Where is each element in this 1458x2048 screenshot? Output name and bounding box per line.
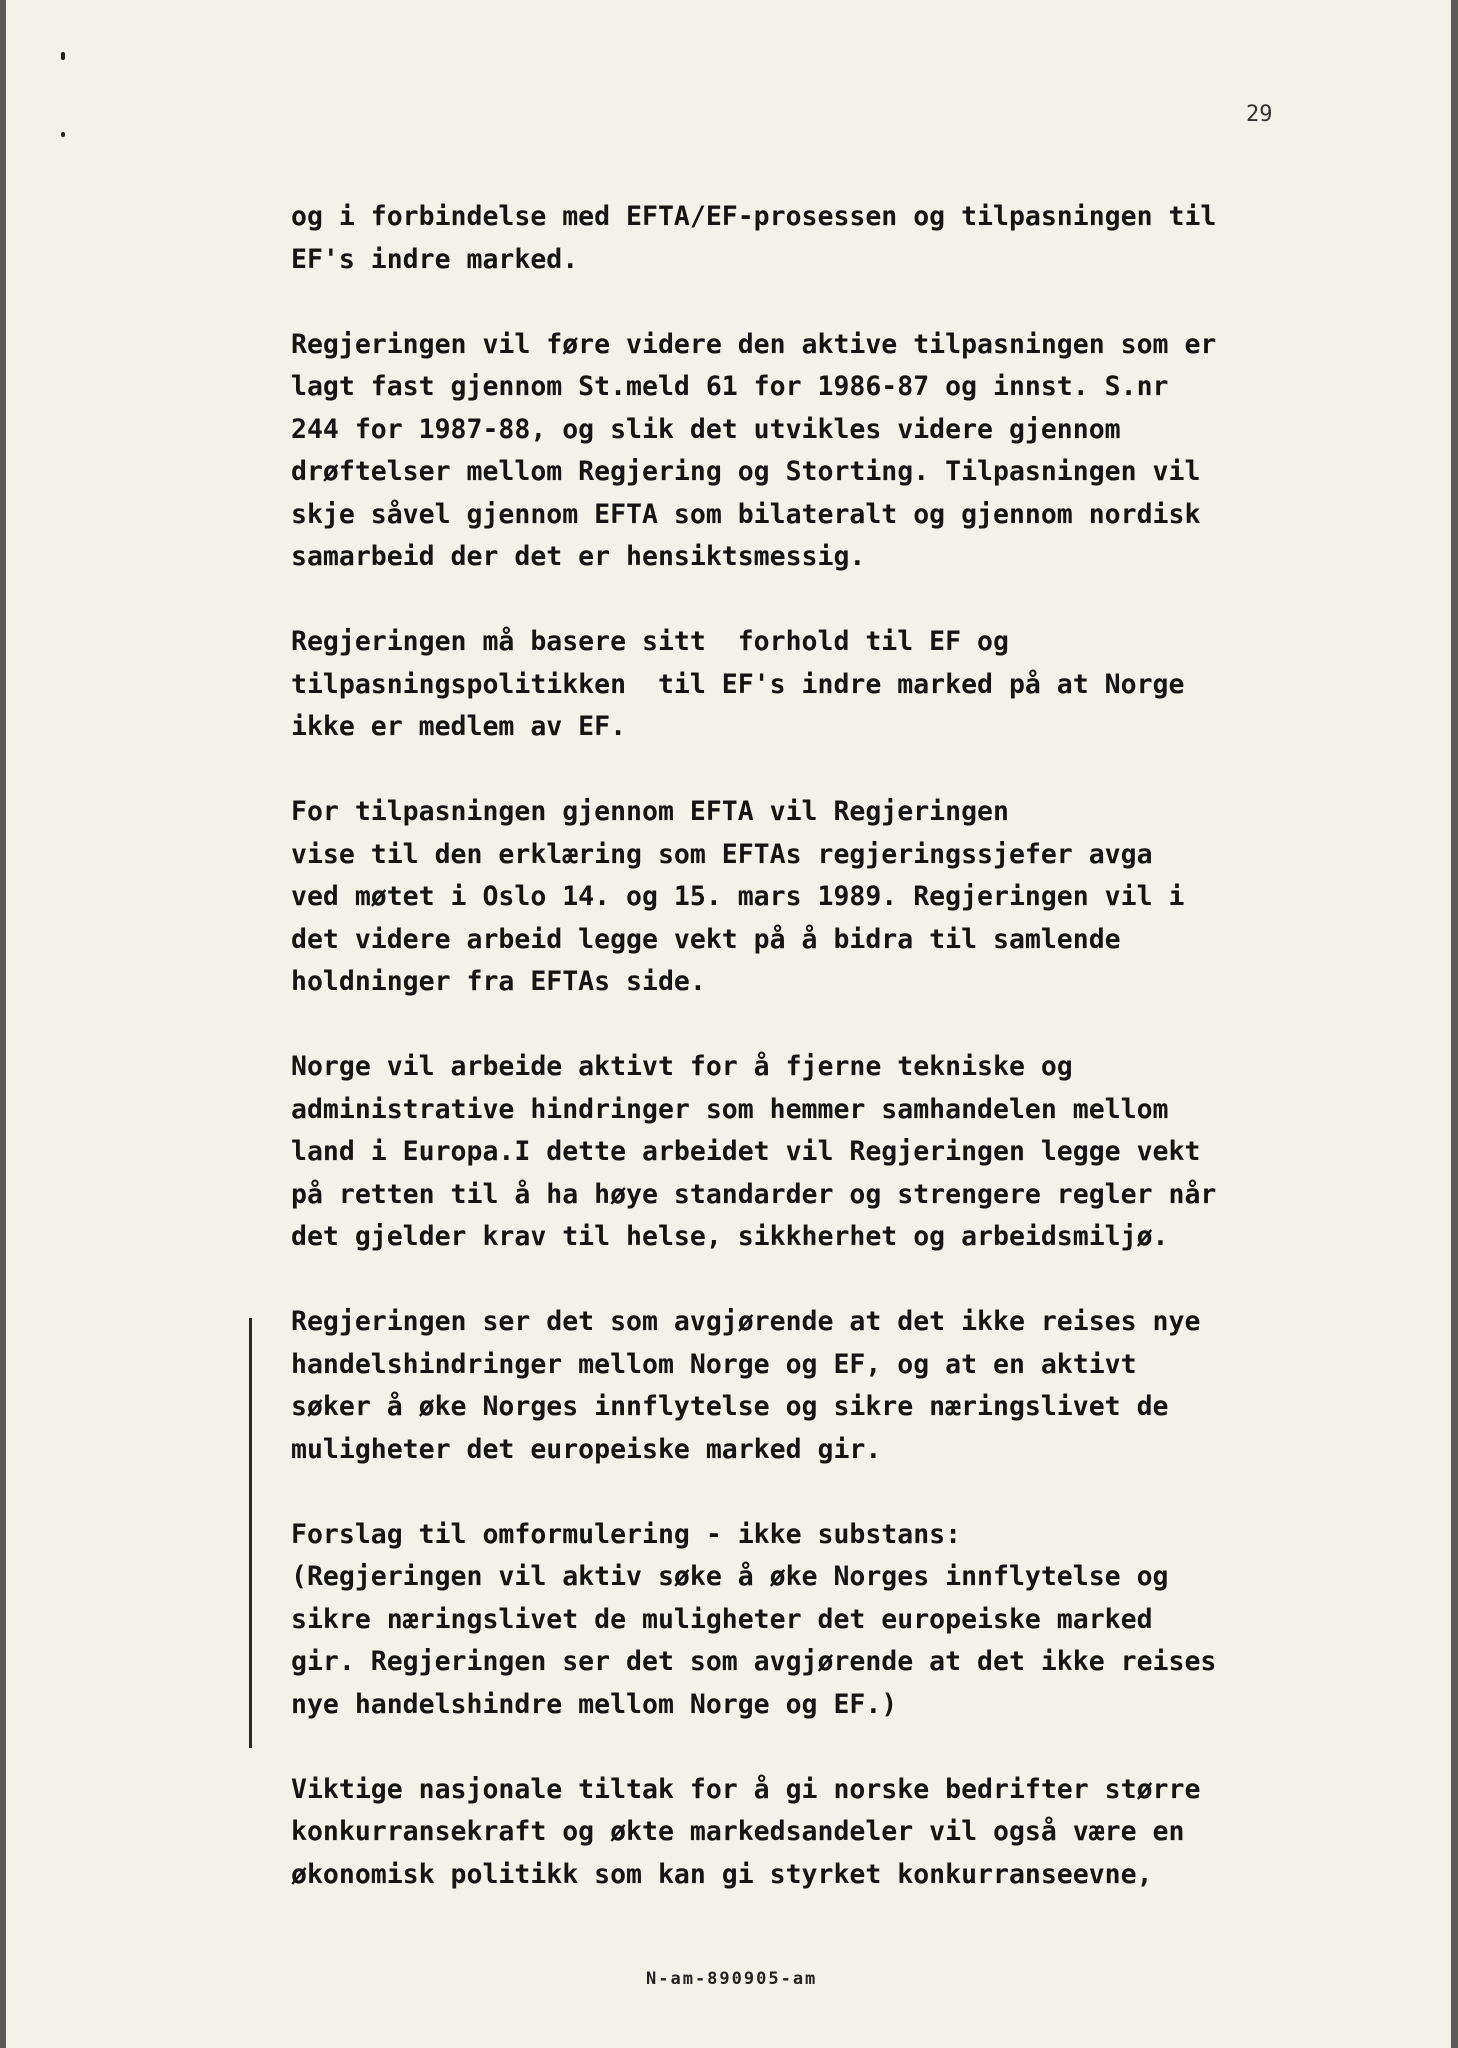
text-line: Regjeringen ser det som avgjørende at det ikke reises nye	[291, 1306, 1201, 1337]
text-line: konkurransekraft og økte markedsandeler vil også være en	[291, 1816, 1185, 1847]
text-line: søker å øke Norges innflytelse og sikre næringslivet de	[291, 1391, 1169, 1422]
paragraph-gap	[291, 579, 1371, 622]
text-line: det gjelder krav til helse, sikkherhet og arbeidsmiljø.	[291, 1221, 1169, 1252]
text-line: samarbeid der det er hensiktsmessig.	[291, 541, 866, 572]
revision-margin-bar	[249, 1318, 252, 1748]
text-line: vise til den erklæring som EFTAs regjeringssjefer avga	[291, 838, 1153, 870]
text-line: land i Europa.I dette arbeidet vil Regjeringen legge vekt	[291, 1136, 1201, 1167]
footer-code: N-am-890905-am	[646, 1969, 818, 1989]
paragraph	[291, 1514, 1371, 1727]
text-line: det videre arbeid legge vekt på å bidra til samlende	[291, 923, 1121, 955]
document-page	[6, 0, 1451, 2048]
text-line: Viktige nasjonale tiltak for å gi norske bedrifter større	[291, 1773, 1201, 1805]
text-line: økonomisk politikk som kan gi styrket konkurranseevne,	[291, 1858, 1153, 1890]
paragraph-gap	[291, 1259, 1371, 1302]
paragraph-gap	[291, 1726, 1371, 1769]
document-body	[291, 196, 1371, 1896]
text-line: drøftelser mellom Regjering og Storting. Tilpasningen vil	[291, 456, 1201, 487]
text-line: ved møtet i Oslo 14. og 15. mars 1989. Regjeringen vil i	[291, 881, 1185, 912]
paragraph-gap	[291, 281, 1371, 324]
paragraph-gap	[291, 749, 1371, 792]
text-line: ikke er medlem av EF.	[291, 711, 627, 742]
paragraph	[291, 621, 1371, 749]
text-line: administrative hindringer som hemmer samhandelen mellom	[291, 1093, 1169, 1125]
paragraph	[291, 1769, 1371, 1897]
paragraph	[291, 791, 1371, 1004]
scan-mark	[61, 52, 65, 60]
text-line: Regjeringen må basere sitt forhold til EF og	[291, 626, 1009, 657]
text-line: på retten til å ha høye standarder og strengere regler når	[291, 1178, 1217, 1210]
page-number: 29	[1246, 102, 1273, 127]
text-line: sikre næringslivet de muligheter det europeiske marked	[291, 1603, 1153, 1635]
text-line: nye handelshindre mellom Norge og EF.)	[291, 1688, 898, 1720]
text-line: og i forbindelse med EFTA/EF-prosessen og tilpasningen til	[291, 201, 1217, 232]
text-line: (Regjeringen vil aktiv søke å øke Norges innflytelse og	[291, 1561, 1169, 1592]
paragraph	[291, 196, 1371, 281]
text-line: skje såvel gjennom EFTA som bilateralt og gjennom nordisk	[291, 498, 1201, 530]
paragraph-gap	[291, 1471, 1371, 1514]
text-line: EF's indre marked.	[291, 243, 579, 275]
paragraph	[291, 1046, 1371, 1259]
text-line: Regjeringen vil føre videre den aktive tilpasningen som er	[291, 328, 1217, 360]
text-line: tilpasningspolitikken til EF's indre marked på at Norge	[291, 668, 1185, 700]
scan-mark	[61, 132, 65, 137]
text-line: handelshindringer mellom Norge og EF, og at en aktivt	[291, 1348, 1137, 1380]
text-line: Norge vil arbeide aktivt for å fjerne tekniske og	[291, 1051, 1073, 1082]
paragraph	[291, 324, 1371, 579]
text-line: For tilpasningen gjennom EFTA vil Regjeringen	[291, 796, 1009, 827]
paragraph-gap	[291, 1004, 1371, 1047]
text-line: holdninger fra EFTAs side.	[291, 966, 706, 997]
text-line: lagt fast gjennom St.meld 61 for 1986-87 og innst. S.nr	[291, 371, 1169, 402]
text-line: gir. Regjeringen ser det som avgjørende at det ikke reises	[291, 1646, 1217, 1677]
text-line: Forslag til omformulering - ikke substans:	[291, 1518, 962, 1550]
paragraph	[291, 1301, 1371, 1471]
text-line: muligheter det europeiske marked gir.	[291, 1433, 882, 1465]
text-line: 244 for 1987-88, og slik det utvikles videre gjennom	[291, 413, 1121, 445]
